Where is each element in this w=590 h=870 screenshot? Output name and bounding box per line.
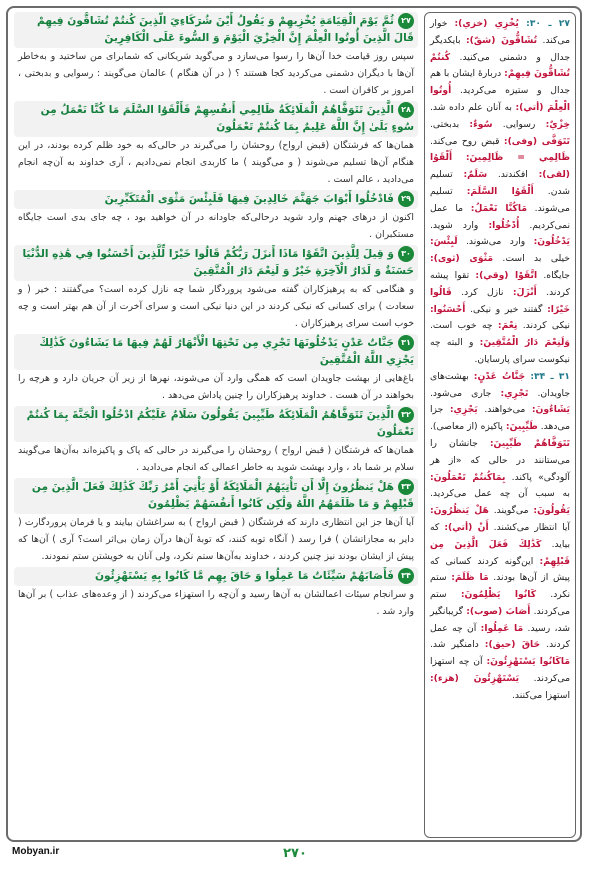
glossary-meaning: جاری می‌شود. — [430, 387, 501, 399]
glossary-term: يَجْزِي: — [449, 404, 478, 416]
glossary-meaning: وارد می‌شوند. — [457, 236, 534, 248]
glossary-term: أَحْسَنُوا: — [430, 303, 466, 315]
verse-block — [14, 567, 418, 620]
glossary-section — [430, 369, 570, 705]
glossary-term: تَجْرِي: — [500, 387, 529, 399]
verse-translation: و هنگامی که به پرهیزکاران گفته می‌شود پروردگار شما چه نازل کرده است؟ می‌گفتند : خیر ( و سعادت ) برای کسانی که نیکی کردند در این دنیا نیکی است و سرای آخرت از آن هم بهتر است و چه خوب است سرای پرهیزکاران . — [18, 284, 414, 329]
glossary-term: أَصَابَ (صوب): — [466, 605, 531, 617]
page-number: ۲۷۰ — [283, 846, 307, 861]
glossary-term: تُشَاقُّونَ (شقّ): — [466, 34, 538, 46]
glossary-term: كَذَٰلِكَ فَعَلَ الَّذِينَ مِن قَبْلِهِمْ: — [430, 538, 570, 567]
verse-number-badge: ۲۹ — [398, 191, 414, 207]
glossary-term: اتَّقَوْا (وقي): — [475, 269, 538, 281]
verse-block — [14, 190, 418, 243]
glossary-term: مَاكُنَّا نَعْمَلُ: — [470, 202, 528, 214]
verse-number-badge: ۲۸ — [398, 102, 414, 118]
verse-arabic — [14, 245, 418, 281]
glossary-meaning: خیلی بد است. — [493, 253, 570, 265]
glossary-term: تَتَوَفَّاهُمْ طَيِّبِينَ: — [489, 437, 571, 449]
verse-translation: سپس روز قیامت خدا آن‌ها را رسوا می‌سازد و می‌گوید شریکانی که شمابرای من ساختید و به‌خاطر آن‌ها با دیگران دشمنی می‌کردید کجا هستند ؟ ( در آن هنگام ) عالمان می‌گویند : رسوایی و بدبختی ، امروز بر کافران است . — [18, 51, 414, 96]
glossary-term: كَانُوا يَظْلِمُونَ: — [460, 589, 537, 601]
verse-translation: همان‌ها که فرشتگان ( قبض ارواح ) روحشان را می‌گیرند در حالی که پاک و پاکیزه‌اند به‌آن‌ها می‌گویند سلام بر شما باد ، وارد بهشت شوید به خاطر اعمالی که انجام می‌دادید . — [18, 445, 414, 473]
glossary-meaning: قبض روح می‌کند. — [430, 135, 504, 147]
verse-arabic-text: وَ قِيلَ لِلَّذِينَ اتَّقَوْا مَاذَا أَنزَلَ رَبُّكُمْ قَالُوا خَيْرًا لِّلَّذِينَ أَحْسَنُوا فِي هَٰذِهِ الدُّنْيَا حَسَنَةٌ وَ لَدَارُ الْآخِرَةِ خَيْرٌ وَ لَنِعْمَ دَارُ الْمُتَّقِينَ — [22, 248, 414, 277]
glossary-meaning: جزا می‌دهد. — [430, 404, 570, 433]
verse-translation: و سرانجام سیئات اعمالشان به آن‌ها رسید و آن‌چه را استهزاء می‌کردند ( از وعده‌های عذاب ) بر آن‌ها وارد شد . — [18, 589, 414, 617]
glossary-meaning: گفتند خیر و نیکی. — [465, 303, 548, 315]
glossary-meaning: به آنان علم داده شد. — [430, 101, 516, 113]
glossary-meaning: پاکیزه (از معاصی). — [430, 421, 506, 433]
glossary-meaning: بدبختی. — [430, 118, 470, 130]
glossary-meaning: به سبب آن چه عمل می‌کردید. — [430, 488, 570, 500]
glossary-meaning: ستم نکرد. — [430, 572, 570, 601]
glossary-meaning: آن چه عمل کردند. — [430, 622, 570, 651]
glossary-term: سُوءٌ: — [469, 118, 493, 130]
verse-translation: باغ‌هایی از بهشت جاویدان است که همگی وارد آن می‌شوند، نهرها از زیر آن جریان دارد و هرچه را بخواهند در آن هست . خداوند پرهیزکاران را چنین پاداش می‌دهد . — [18, 373, 414, 401]
glossary-term: أَنْزَلَ: — [512, 286, 537, 298]
verse-arabic-text: الَّذِينَ تَتَوَفَّاهُمُ الْمَلَائِكَةُ طَيِّبِينَ يَقُولُونَ سَلَامٌ عَلَيْكُمُ ادْخُلُوا الْجَنَّةَ بِمَا كُنتُمْ تَعْمَلُونَ — [26, 409, 414, 438]
verse-arabic — [14, 478, 418, 514]
glossary-meaning: می‌گویند. — [488, 505, 534, 517]
glossary-term: أَلْقَوُا (لقی): — [430, 152, 570, 181]
glossary-term: أُوتُوا الْعِلْمَ (أتي): — [430, 85, 570, 113]
glossary-term: طَيِّبِينَ: — [505, 421, 538, 433]
glossary-meaning: نیکی کردند. — [517, 320, 570, 332]
glossary-term: يَدْخُلُونَ: — [533, 236, 570, 248]
verse-translation: آیا آن‌ها جز این انتظاری دارند که فرشتگان ( قبض ارواح ) به سراغشان بیایند و یا فرمان پروردگارت ( دایر به مجازاتشان ) فرا رسد ( آنگاه توبه کنند، که توبهٔ آن‌ها درآن زمان بی‌اثر است؟ آری ) آن‌ها که پیش از ایشان بودند نیز چنین کردند ، خداوند به‌آن‌ها ستم نکرد، ولی آنان به خویشتن ستم نمودند. — [18, 517, 414, 562]
verse-arabic-text: الَّذِينَ تَتَوَفَّاهُمُ الْمَلَائِكَةُ ظَالِمِي أَنفُسِهِمْ فَأَلْقَوُا السَّلَمَ مَا كُنَّا نَعْمَلُ مِن سُوءٍ بَلَىٰ إِنَّ اللَّهَ عَلِيمٌ بِمَا كُنتُمْ تَعْمَلُونَ — [40, 104, 414, 133]
glossary-meaning: آن چه استهزا می‌کردند. — [430, 656, 570, 685]
glossary-section — [430, 16, 570, 369]
verse-translation: همان‌ها که فرشتگان (قبض ارواح) روحشان را می‌گیرند در حالی‌که به خود ظلم کرده بودند، در این هنگام آن‌ها تسلیم می‌شوند ( و می‌گویند ) ما کاربدی انجام نمی‌دادیم ، آری خداوند به آن‌چه انجام می‌دادید ، عالم است . — [18, 140, 414, 185]
glossary-meaning: جانشان را می‌ستانند در حالی که «از هر آلودگی» پاکند. — [430, 437, 570, 483]
glossary-term: يَسْتَهْزِئُونَ (هزء): — [430, 673, 520, 685]
glossary-term: يَقُولُونَ: — [533, 505, 570, 517]
glossary-term: يَشَاءُونَ: — [531, 404, 570, 416]
verse-number-badge: ۳۰ — [398, 246, 414, 262]
verse-block — [14, 101, 418, 188]
glossary-term: مَثْوَى (ثوی): — [430, 253, 494, 265]
glossary-meaning: دربارهٔ ایشان با هم جدال و ستیزه می‌کردید. — [430, 68, 570, 97]
verse-arabic — [14, 190, 418, 209]
glossary-term: وَلَنِعْمَ دَارُ الْمُتَّقِينَ: — [479, 337, 570, 349]
verse-arabic-text: فَادْخُلُوا أَبْوَابَ جَهَنَّمَ خَالِدِينَ فِيهَا فَلَبِئْسَ مَثْوَى الْمُتَكَبِّرِينَ — [104, 193, 394, 205]
glossary-verse-range: ۲۷ ـ ۳۰: — [518, 18, 570, 29]
glossary-meaning: وارد شوید. — [430, 219, 489, 231]
verse-number-badge: ۲۷ — [398, 13, 414, 29]
glossary-term: لَبِئْسَ: — [430, 236, 458, 248]
glossary-meaning: بایکدیگر جدال و دشمنی می‌کنید. — [430, 34, 570, 63]
glossary-term: جَنَّاتُ عَدْنٍ: — [473, 370, 526, 382]
glossary-meaning: رسوایی. — [492, 118, 546, 130]
glossary-meaning: نازل کرد. — [451, 286, 513, 298]
site-label[interactable]: Mobyan.ir — [12, 846, 60, 857]
glossary-term: سَلَمٌ: — [463, 169, 488, 181]
verse-arabic — [14, 101, 418, 137]
glossary-term: مَا ظَلَمَ: — [451, 572, 489, 584]
glossary-term: تَتَوَفَّى (وفی): — [503, 135, 570, 147]
glossary-meaning: گریبانگیر شد، رسید. — [430, 605, 571, 634]
verse-number-badge: ۳۳ — [398, 479, 414, 495]
glossary-term: مَاكَانُوا يَسْتَهْزِئُونَ: — [486, 656, 571, 668]
glossary-meaning: تسلیم می‌شوند. — [430, 185, 570, 214]
glossary-meaning: ما عمل نمی‌کردیم. — [430, 202, 571, 231]
verse-block — [14, 12, 418, 99]
verse-number-badge: ۳۲ — [398, 407, 414, 423]
glossary-meaning: افکندند. — [487, 169, 539, 181]
glossary-term: بِمَاكُنتُمْ تَعْمَلُونَ: — [430, 471, 506, 483]
verses-panel — [14, 12, 418, 838]
glossary-meaning — [452, 152, 466, 163]
glossary-meaning: که بیاید. — [430, 521, 570, 550]
verse-arabic-text: هَلْ يَنظُرُونَ إِلَّا أَن تَأْتِيَهُمُ الْمَلَائِكَةُ أَوْ يَأْتِيَ أَمْرُ رَبِّكَ كَذَٰلِكَ فَعَلَ الَّذِينَ مِن قَبْلِهِمْ وَ مَا ظَلَمَهُمُ اللَّهُ وَلَٰكِن كَانُوا أَنفُسَهُمْ يَظْلِمُونَ — [31, 481, 414, 510]
verse-arabic-text: فَأَصَابَهُمْ سَيِّئَاتُ مَا عَمِلُوا وَ حَاقَ بِهِم مَّا كَانُوا بِهِ يَسْتَهْزِئُونَ — [94, 570, 394, 582]
glossary-term: خِزْيٌ: — [545, 118, 570, 130]
verse-number-badge: ۳۱ — [398, 335, 414, 351]
verse-block — [14, 334, 418, 404]
glossary-meaning: و البته چه نیکوست سرای پارسایان. — [430, 337, 570, 365]
glossary-term: أَنْ (أتي): — [444, 521, 489, 533]
glossary-meaning: جایگاه. — [537, 269, 570, 281]
glossary-term: ظَالِمِي = ظَالِمِينَ: — [465, 152, 570, 164]
verse-block — [14, 406, 418, 476]
verse-arabic-text: ثُمَّ يَوْمَ الْقِيَامَةِ يُخْزِيهِمْ وَ يَقُولُ أَيْنَ شُرَكَاءِيَ الَّذِينَ كُنتُمْ تُشَاقُّونَ فِيهِمْ قَالَ الَّذِينَ أُوتُوا الْعِلْمَ إِنَّ الْخِزْيَ الْيَوْمَ وَ السُّوءَ عَلَى الْكَافِرِينَ — [37, 15, 414, 44]
glossary-term: أَلْقَوُا السَّلَمَ: — [466, 185, 534, 197]
glossary-meaning: تقوا پیشه کردند. — [430, 269, 570, 298]
glossary-term: حَاقَ (حیق): — [484, 639, 541, 651]
glossary-term: يُخْزِي (خزي): — [454, 18, 519, 29]
verse-arabic-text: جَنَّاتُ عَدْنٍ يَدْخُلُونَهَا تَجْرِي مِن تَحْتِهَا الْأَنْهَارُ لَهُمْ فِيهَا مَا يَشَاءُونَ كَذَٰلِكَ يَجْزِي اللَّهُ الْمُتَّقِينَ — [39, 337, 414, 366]
glossary-term: أُدْخُلُوا: — [488, 219, 520, 231]
glossary-meaning: بهشت‌های جاویدان. — [430, 370, 571, 399]
verse-number-badge: ۳۴ — [398, 568, 414, 584]
glossary-panel — [424, 12, 576, 838]
glossary-verse-range: ۳۱ ـ ۳۴: — [525, 370, 571, 382]
verse-arabic — [14, 334, 418, 370]
glossary-meaning: ستم می‌کردند. — [430, 589, 571, 617]
glossary-term: نِعْمَ: — [497, 320, 518, 332]
glossary-meaning: تسلیم شدن. — [430, 169, 570, 197]
glossary-meaning: آیا انتظار می‌کشند. — [488, 521, 570, 533]
verse-arabic — [14, 406, 418, 442]
verse-translation: اکنون از درهای جهنم وارد شوید درحالی‌که جاودانه در آن خواهید بود ، چه جای بدی است جایگاه مستکبران . — [18, 212, 414, 240]
verse-arabic — [14, 12, 418, 48]
glossary-meaning: این‌گونه کردند کسانی که پیش از آن‌ها بودند. — [430, 555, 570, 584]
glossary-meaning: خوار می‌کند. — [430, 18, 570, 46]
glossary-meaning: دامنگیر شد. — [430, 639, 485, 651]
glossary-term: مَا عَمِلُوا: — [480, 622, 524, 634]
verse-block — [14, 245, 418, 332]
verse-block — [14, 478, 418, 565]
glossary-meaning: می‌خواهند. — [477, 404, 532, 416]
glossary-meaning: چه خوب است. — [430, 320, 498, 332]
glossary-term: كُنتُمْ تُشَاقُّونَ فِيهِمْ: — [430, 51, 570, 80]
glossary-term: هَلْ يَنظُرُونَ: — [430, 505, 489, 517]
glossary-meaning: استهزا می‌کنند. — [511, 689, 570, 701]
glossary-term: قَالُوا خَيْرًا: — [430, 286, 570, 315]
verse-arabic — [14, 567, 418, 586]
